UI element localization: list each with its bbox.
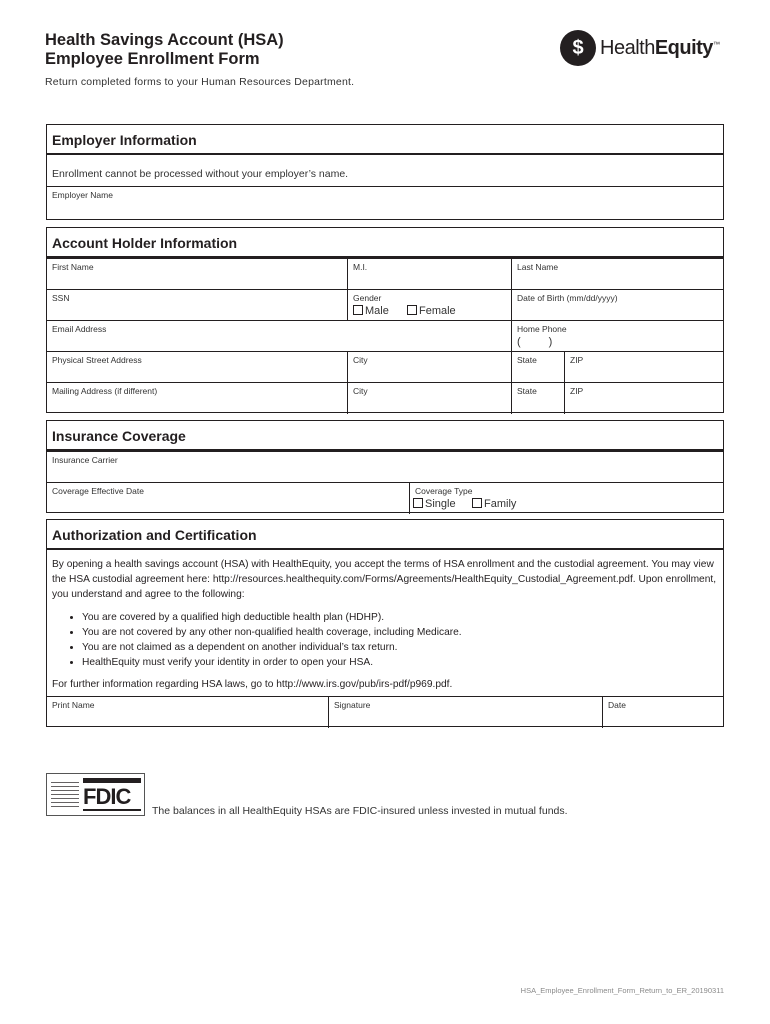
account-holder-section — [46, 227, 724, 413]
authorization-heading: Authorization and Certification — [47, 520, 723, 550]
coverage-row — [47, 482, 723, 514]
employer-section — [46, 124, 724, 220]
authorization-paragraph: By opening a health savings account (HSA) with HealthEquity, you accept the terms of HSA enrollment and the custodial agreement. You may view the HSA custodial agreement here: http://resources.healthequity.com/Forms/Agreements/HealthEquity_Custodial_Agreement.pdf. Upon enrollment, you understand and agree to the following: — [52, 559, 717, 600]
dob-field[interactable]: Date of Birth (mm/dd/yyyy) — [517, 293, 618, 303]
form-id-footer: HSA_Employee_Enrollment_Form_Return_to_ER_20190311 — [520, 986, 724, 995]
mailing-address-row — [47, 382, 723, 414]
home-phone-label: Home Phone — [517, 324, 567, 334]
mailing-zip-field[interactable]: ZIP — [570, 386, 584, 396]
single-checkbox[interactable]: Single — [413, 498, 456, 510]
state-field[interactable]: State — [517, 355, 537, 365]
insurance-heading: Insurance Coverage — [47, 421, 723, 451]
city-field[interactable]: City — [353, 355, 368, 365]
ssn-row — [47, 289, 723, 321]
form-title-line2: Employee Enrollment Form — [45, 50, 260, 68]
coverage-effective-date-field[interactable]: Coverage Effective Date — [52, 486, 144, 496]
bullet-not-dependent: • You are not claimed as a dependent on another individual’s tax return. — [82, 640, 718, 655]
employer-name-label: Employer Name — [52, 190, 113, 200]
employer-note: Enrollment cannot be processed without your employer’s name. — [52, 168, 349, 180]
fdic-badge — [46, 773, 145, 816]
female-checkbox[interactable]: Female — [407, 305, 456, 317]
dollar-sign-icon: $ — [560, 30, 596, 66]
male-checkbox[interactable]: Male — [353, 305, 389, 317]
family-checkbox[interactable]: Family — [472, 498, 516, 510]
physical-address-field[interactable]: Physical Street Address — [52, 355, 142, 365]
signature-row — [47, 696, 723, 728]
healthequity-logo — [560, 30, 725, 70]
zip-field[interactable]: ZIP — [570, 355, 584, 365]
email-field[interactable]: Email Address — [52, 324, 107, 334]
form-title-line1: Health Savings Account (HSA) — [45, 31, 284, 49]
contact-row — [47, 320, 723, 352]
employer-heading: Employer Information — [47, 125, 723, 155]
mi-field[interactable]: M.I. — [353, 262, 368, 272]
first-name-field[interactable]: First Name — [52, 262, 94, 272]
employer-name-field[interactable] — [47, 186, 723, 221]
home-phone-field[interactable]: ( ) — [517, 336, 553, 348]
mailing-address-field[interactable]: Mailing Address (if different) — [52, 386, 158, 396]
bullet-hdhp: • You are covered by a qualified high deductible health plan (HDHP). — [82, 610, 718, 625]
gender-label: Gender — [353, 293, 382, 303]
logo-wordmark: HealthEquity™ — [600, 37, 720, 59]
bullet-verify-identity: • HealthEquity must verify your identity in order to open your HSA. — [82, 655, 718, 670]
print-name-field[interactable]: Print Name — [52, 700, 95, 710]
name-row — [47, 258, 723, 290]
insurance-section — [46, 420, 724, 513]
physical-address-row — [47, 351, 723, 383]
further-info-text: For further information regarding HSA laws, go to http://www.irs.gov/pub/irs-pdf/p969.pdf. — [52, 679, 453, 690]
mailing-city-field[interactable]: City — [353, 386, 368, 396]
carrier-row — [47, 451, 723, 483]
date-field[interactable]: Date — [608, 700, 626, 710]
signature-field[interactable]: Signature — [334, 700, 371, 710]
account-holder-heading: Account Holder Information — [47, 228, 723, 258]
fdic-statement: The balances in all HealthEquity HSAs are FDIC-insured unless invested in mutual funds. — [152, 805, 568, 817]
bullet-no-other-coverage: • You are not covered by any other non-qualified health coverage, including Medicare. — [82, 625, 718, 640]
insurance-carrier-field[interactable]: Insurance Carrier — [52, 455, 118, 465]
mailing-state-field[interactable]: State — [517, 386, 537, 396]
last-name-field[interactable]: Last Name — [517, 262, 559, 272]
authorization-bullets — [47, 610, 723, 670]
ssn-field[interactable]: SSN — [52, 293, 70, 303]
fdic-badge-text: FDIC — [83, 784, 131, 809]
authorization-section — [46, 519, 724, 727]
form-subtitle: Return completed forms to your Human Resources Department. — [45, 76, 355, 88]
coverage-type-label: Coverage Type — [415, 486, 473, 496]
